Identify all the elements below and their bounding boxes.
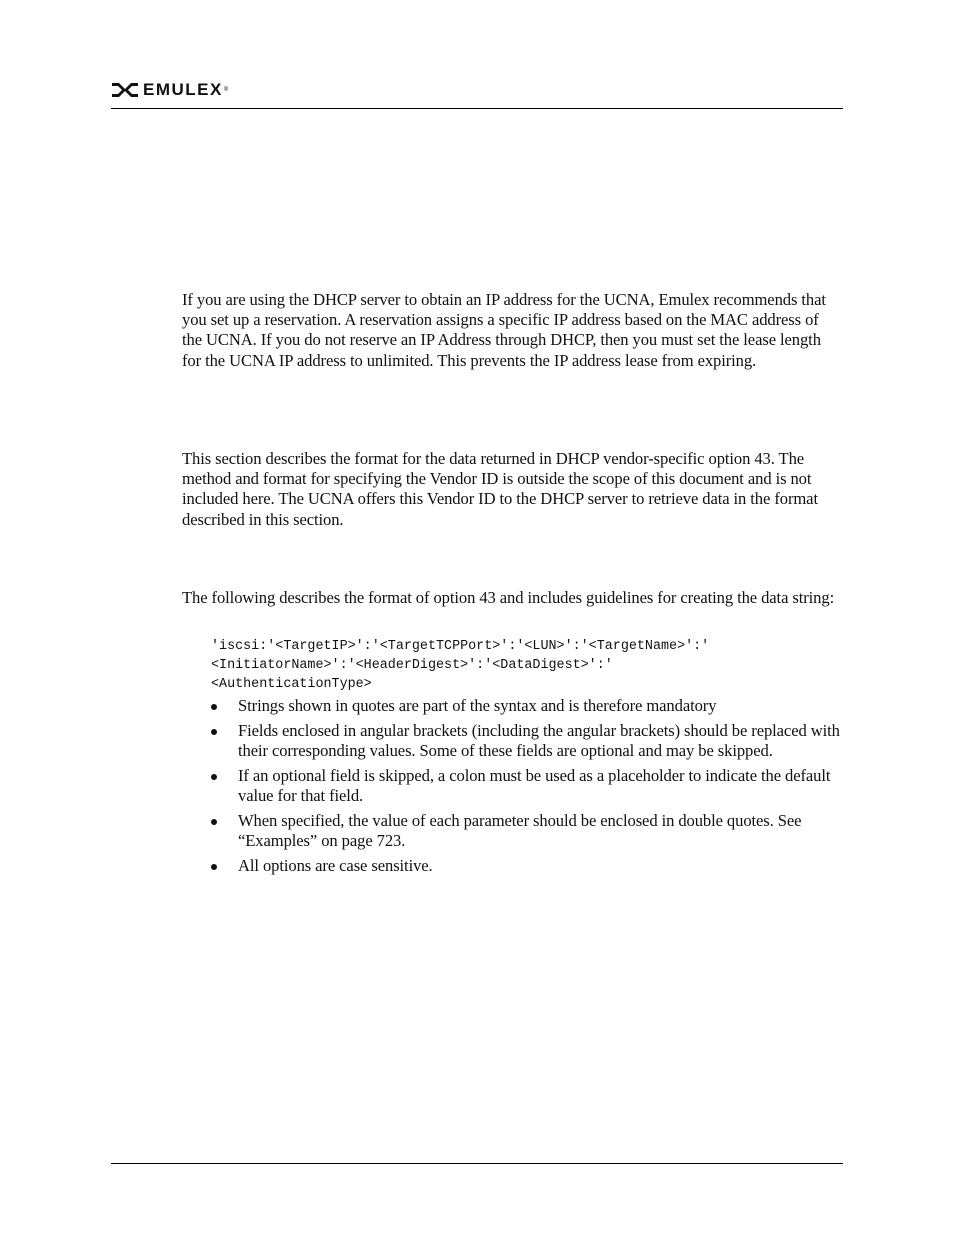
list-item bbox=[211, 696, 843, 716]
reservation-paragraph: If you are using the DHCP server to obtain an IP address for the UCNA, Emulex recommends that you set up a reservation. A reservation assigns a specific IP address based on the MAC address of the UCNA. If you do not reserve an IP Address through DHCP, then you must set the lease length for the UCNA IP address to unlimited. This prevents the IP address lease from expiring. bbox=[182, 290, 826, 370]
list-item-text: Fields enclosed in angular brackets (including the angular brackets) should be replaced with their corresponding values. Some of these fields are optional and may be skipped. bbox=[238, 720, 840, 760]
bullet-icon bbox=[211, 864, 217, 870]
emulex-logo bbox=[111, 80, 228, 100]
footer-divider bbox=[111, 1163, 843, 1164]
bullet-icon bbox=[211, 819, 217, 825]
reservation-paragraph-block bbox=[182, 290, 842, 371]
bullet-icon bbox=[211, 729, 217, 735]
list-item-text: All options are case sensitive. bbox=[238, 855, 433, 875]
vendor-option-paragraph: This section describes the format for the data returned in DHCP vendor-specific option 43. The method and format for specifying the Vendor ID is outside the scope of this document and is not included here. The UCNA offers this Vendor ID to the DHCP server to retrieve data in the format described in this section. bbox=[182, 449, 818, 529]
code-line: <InitiatorName>':'<HeaderDigest>':'<DataDigest>':' bbox=[211, 657, 613, 673]
list-item-text: If an optional field is skipped, a colon must be used as a placeholder to indicate the default value for that field. bbox=[238, 765, 831, 805]
header-divider bbox=[111, 108, 843, 109]
logo-trademark: ® bbox=[223, 87, 229, 93]
list-item bbox=[211, 811, 843, 851]
page-header bbox=[111, 80, 843, 110]
emulex-logo-icon bbox=[111, 81, 139, 99]
list-item-text: When specified, the value of each parameter should be enclosed in double quotes. See “Examples” on page 723. bbox=[238, 810, 802, 850]
bullet-icon bbox=[211, 704, 217, 710]
list-item bbox=[211, 856, 843, 876]
code-line: <AuthenticationType> bbox=[211, 676, 372, 692]
code-line: 'iscsi:'<TargetIP>':'<TargetTCPPort>':'<LUN>':'<TargetName>':' bbox=[211, 639, 710, 654]
list-item-text: Strings shown in quotes are part of the syntax and is therefore mandatory bbox=[238, 696, 717, 715]
format-intro-paragraph-block bbox=[182, 588, 842, 608]
list-item bbox=[211, 721, 843, 761]
option43-syntax-code bbox=[211, 638, 709, 694]
list-item bbox=[211, 766, 843, 806]
guideline-list bbox=[211, 696, 843, 881]
bullet-icon bbox=[211, 774, 217, 780]
format-intro-paragraph: The following describes the format of option 43 and includes guidelines for creating the data string: bbox=[182, 588, 835, 607]
vendor-option-paragraph-block bbox=[182, 449, 842, 530]
logo-wordmark: EMULEX bbox=[143, 80, 223, 99]
